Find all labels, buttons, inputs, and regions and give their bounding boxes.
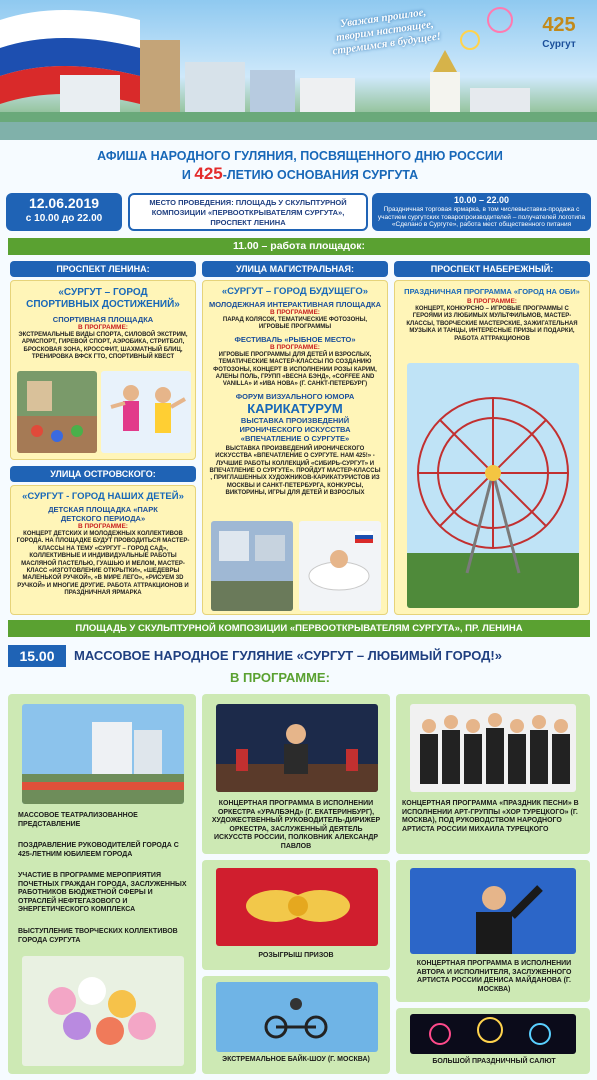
city-street-photo — [22, 704, 184, 804]
turetsky-caption: КОНЦЕРТНАЯ ПРОГРАММА «ПРАЗДНИК ПЕСНИ» В ИСПОЛНЕНИИ АРТ-ГРУППЫ «ХОР ТУРЕЦКОГО» (Г. МОСКВА), ПОД РУКОВОДСТВОМ НАРОДНОГО АРТИСТА РОССИИ МИХАИЛА ТУРЕЦКОГО — [402, 800, 579, 833]
bike-show-photo — [216, 982, 378, 1052]
logo-name: Сургут — [542, 39, 576, 50]
urals-caption: КОНЦЕРТНАЯ ПРОГРАММА В ИСПОЛНЕНИИ ОРКЕСТРА «УРАЛБЭНД» (Г. ЕКАТЕРИНБУРГ), ХУДОЖЕСТВЕННЫЙ РУКОВОДИТЕЛЬ-ДИРИЖЕР ОРКЕСТРА, ЗАСЛУЖЕННЫЙ ДЕЯТЕЛЬ ИСКУССТВ РОССИИ, ПОЛКОВНИК АЛЕКСАНДР ПАВЛОВ — [211, 800, 381, 850]
ostrov-title: «СУРГУТ - ГОРОД НАШИХ ДЕТЕЙ» — [22, 491, 184, 502]
lenin-header: ПРОСПЕКТ ЛЕНИНА: — [10, 261, 196, 277]
magistr-panel — [202, 280, 388, 615]
hero-banner — [0, 0, 597, 140]
fireworks-photo — [410, 1014, 576, 1054]
date-box — [6, 193, 122, 231]
mass-time: 15.00 — [8, 645, 66, 667]
magistr-subtitle-2: ФЕСТИВАЛЬ «РЫБНОЕ МЕСТО» — [234, 334, 356, 344]
lenin-subtitle: СПОРТИВНАЯ ПЛОЩАДКА — [52, 315, 154, 324]
title-line-1: АФИША НАРОДНОГО ГУЛЯНИЯ, ПОСВЯЩЕННОГО ДНЮ РОССИИ — [97, 149, 503, 163]
singer-photo — [410, 868, 576, 954]
prizes-caption: РОЗЫГРЫШ ПРИЗОВ — [258, 952, 334, 959]
maidanov-caption: КОНЦЕРТНАЯ ПРОГРАММА В ИСПОЛНЕНИИ АВТОРА И ИСПОЛНИТЕЛЯ, ЗАСЛУЖЕННОГО АРТИСТА РОССИИ ДЕНИСА МАЙДАНОВА (Г. МОСКВА) — [416, 960, 572, 993]
left-item-3: УЧАСТИЕ В ПРОГРАММЕ МЕРОПРИЯТИЯ ПОЧЕТНЫХ ГРАЖДАН ГОРОДА, ЗАСЛУЖЕННЫХ РАБОТНИКОВ БЮДЖЕТНОЙ СФЕРЫ И ОТРАСЛЕЙ НЕФТЕГАЗОВОГО И ЭНЕРГЕТИЧЕСКОГО КОМПЛЕКСА — [18, 872, 187, 914]
magistr-text-3: ВЫСТАВКА ПРОИЗВЕДЕНИЙ ИРОНИЧЕСКОГО ИСКУССТВА «ВПЕЧАТЛЕНИЕ О СУРГУТЕ. НАМ 425!» - ЛУЧШИЕ РАБОТЫ КОЛЛЕКЦИЙ «СИБИРЬ-СУРГУТ» И ВПЕЧАТЛЕНИЕ О СУРГУТЕ». ПРОЙДУТ МАСТЕР-КЛАССЫ , ПРИГЛАШЕННЫХ ХУДОЖНИКОВ-КАРИКАТУРИСТОВ ИЗ МОСКВЫ И САНКТ-ПЕТЕРБУРГА, КОНКУРСЫ, ВИКТОРИНЫ, ИГРЫ ДЛЯ ДЕТЕЙ И ВЗРОСЛЫХ — [209, 445, 381, 497]
ostrov-prog: В ПРОГРАММЕ: — [78, 523, 128, 530]
prizes-panel — [202, 860, 390, 970]
salute-caption: БОЛЬШОЙ ПРАЗДНИЧНЫЙ САЛЮТ — [432, 1058, 556, 1065]
naber-text: КОНЦЕРТ, КОНКУРСНО – ИГРОВЫЕ ПРОГРАММЫ С ГЕРОЯМИ ИЗ ЛЮБИМЫХ МУЛЬТФИЛЬМОВ, МАСТЕР-КЛАССЫ, ТВОРЧЕСКИЕ МАСТЕРСКИЕ, ЗАЖИГАТЕЛЬНАЯ МУЗЫКА И ТАНЦЫ, ИНТЕРЕСНЫЕ ПРИЗЫ И ПОДАРКИ, РАБОТА АТТРАКЦИОНОВ — [406, 306, 578, 342]
page-title — [30, 147, 570, 184]
turetsky-panel — [396, 694, 590, 854]
magistr-prog-2: В ПРОГРАММЕ: — [270, 343, 320, 351]
magistr-subtitle-1: МОЛОДЕЖНАЯ ИНТЕРАКТИВНАЯ ПЛОЩАДКА — [208, 300, 382, 309]
sites-bar: 11.00 – работа площадок: — [8, 238, 590, 255]
aerobics-photo — [101, 371, 191, 453]
salute-panel — [396, 1008, 590, 1074]
ostrov-subtitle: ДЕТСКАЯ ПЛОЩАДКА «ПАРК ДЕТСКОГО ПЕРИОДА» — [48, 505, 158, 523]
left-program-panel — [8, 694, 196, 1074]
title-line-2 — [30, 165, 570, 184]
anniversary-logo — [528, 14, 590, 94]
city-skyline-illustration — [0, 0, 597, 140]
magistr-header: УЛИЦА МАГИСТРАЛЬНАЯ: — [202, 261, 388, 277]
title-number: 425 — [194, 164, 223, 183]
event-time: с 10.00 до 22.00 — [25, 213, 103, 224]
orchestra-photo — [216, 704, 378, 792]
left-item-1: МАССОВОЕ ТЕАТРАЛИЗОВАННОЕ ПРЕДСТАВЛЕНИЕ — [18, 812, 138, 828]
naber-panel — [394, 280, 590, 615]
slogan: Уважая прошлое, творим настоящее, стремимся в будущее! — [331, 6, 442, 58]
program-label: В ПРОГРАММЕ: — [230, 670, 330, 685]
title-prefix: И — [181, 168, 195, 182]
ostrov-text: КОНЦЕРТ ДЕТСКИХ И МОЛОДЕЖНЫХ КОЛЛЕКТИВОВ ГОРОДА. НА ПЛОЩАДКЕ БУДУТ ПРОВОДИТЬСЯ МАСТЕР-КЛАССЫ НА ТЕМУ «СУРГУТ – ГОРОД САД», КОЛЛЕКТИВНЫЕ И ИНДИВИДУАЛЬНЫЕ РАБОТЫ МАСЛЯНОЙ ПАСТЕЛЬЮ, ГУАШЬЮ И МЕЛОМ, МАСТЕР-КЛАСС «ИЗГОТОВЛЕНИЕ ОТКРЫТКИ», «ШЕДЕВРЫ МАЛЕНЬКОЙ РУЧКОЙ», «В МИРЕ ЛЕГО», «РИСУЕМ 3D РУЧКОЙ» И МНОГИЕ ДРУГИЕ. РАБОТА АТТРАКЦИОНОВ И ПРАЗДНИЧНАЯ ЯРМАРКА — [16, 531, 190, 597]
left-item-2: ПОЗДРАВЛЕНИЕ РУКОВОДИТЕЛЕЙ ГОРОДА С 425-ЛЕТНИМ ЮБИЛЕЕМ ГОРОДА — [18, 842, 179, 858]
lenin-prog: В ПРОГРАММЕ: — [78, 324, 128, 331]
flowers-photo — [22, 956, 184, 1066]
mass-title: МАССОВОЕ НАРОДНОЕ ГУЛЯНИЕ «СУРГУТ – ЛЮБИМЫЙ ГОРОД!» — [74, 648, 502, 663]
event-date: 12.06.2019 — [28, 195, 100, 211]
naber-prog: В ПРОГРАММЕ: — [467, 298, 517, 305]
square-bar: ПЛОЩАДЬ У СКУЛЬПТУРНОЙ КОМПОЗИЦИИ «ПЕРВООТКРЫВАТЕЛЯМ СУРГУТА», ПР. ЛЕНИНА — [8, 620, 590, 637]
urals-panel — [202, 694, 390, 854]
lenin-panel — [10, 280, 196, 460]
gift-bow-photo — [216, 868, 378, 946]
fair-time: 10.00 – 22.00 — [453, 195, 510, 205]
kids-car-photo — [299, 521, 381, 611]
choir-photo — [410, 704, 576, 792]
ostrov-header: УЛИЦА ОСТРОВСКОГО: — [10, 466, 196, 482]
sports-photo-left — [17, 371, 97, 453]
lenin-title: «СУРГУТ – ГОРОД СПОРТИВНЫХ ДОСТИЖЕНИЙ» — [26, 287, 180, 310]
fair-box — [372, 193, 591, 231]
magistr-text-2: ИГРОВЫЕ ПРОГРАММЫ ДЛЯ ДЕТЕЙ И ВЗРОСЛЫХ, ТЕМАТИЧЕСКИЕ МАСТЕР-КЛАССЫ ПО СОЗДАНИЮ ФОТОЗОНЫ, КОНЦЕРТ В ИСПОЛНЕНИИ РОЗЫ КАРИМ, АЛЕНЫ ПОЛЬ, ГРУПП «ВЕСНА БЭНД», «COFFEE AND VANILLA» И «ИВА НОВА» (Г. САНКТ-ПЕТЕРБУРГ) — [213, 351, 377, 388]
magistr-title: «СУРГУТ – ГОРОД БУДУЩЕГО» — [221, 286, 369, 297]
left-item-4: ВЫСТУПЛЕНИЕ ТВОРЧЕСКИХ КОЛЛЕКТИВОВ ГОРОДА СУРГУТА — [18, 928, 178, 944]
place-box: МЕСТО ПРОВЕДЕНИЯ: ПЛОЩАДЬ У СКУЛЬПТУРНОЙ КОМПОЗИЦИИ «ПЕРВООТКРЫВАТЕЛЯМ СУРГУТА», ПРОСПЕКТ ЛЕНИНА — [128, 193, 368, 231]
magistr-text-1: ПАРАД КОЛЯСОК, ТЕМАТИЧЕСКИЕ ФОТОЗОНЫ, ИГРОВЫЕ ПРОГРАММЫ — [222, 317, 368, 331]
naber-title: ПРАЗДНИЧНАЯ ПРОГРАММА «ГОРОД НА ОБИ» — [404, 287, 580, 296]
festival-photo — [211, 521, 293, 611]
maidanov-panel — [396, 860, 590, 1002]
magistr-subtitle-3: ФОРУМ ВИЗУАЛЬНОГО ЮМОРА — [235, 391, 355, 401]
naber-header: ПРОСПЕКТ НАБЕРЕЖНЫЙ: — [394, 261, 590, 277]
fair-text: Праздничная торговая ярмарка, в том числевыставка-продажа с участием сургутских товаропроизводителей – получателей логотипа «Сделано в Сургуте», работа мест общественного питания — [377, 206, 586, 228]
caricaturum-title: КАРИКАТУРУМ — [247, 400, 343, 416]
magistr-subtitle-4: ВЫСТАВКА ПРОИЗВЕДЕНИЙ ИРОНИЧЕСКОГО ИСКУССТВА «ВПЕЧАТЛЕНИЕ О СУРГУТЕ» — [239, 415, 351, 443]
magistr-prog-1: В ПРОГРАММЕ: — [270, 309, 320, 316]
logo-number: 425 — [542, 14, 576, 36]
title-suffix: -ЛЕТИЮ ОСНОВАНИЯ СУРГУТА — [222, 168, 419, 182]
ostrov-panel — [10, 485, 196, 615]
lenin-text: ЭКСТРЕМАЛЬНЫЕ ВИДЫ СПОРТА, СИЛОВОЙ ЭКСТРИМ, АРМСПОРТ, ГИРЕВОЙ СПОРТ, АЭРОБИКА, СТРИТБОЛ, БРОСКОВАЯ ЗОНА, КРОССФИТ, ШАХМАТНЫЙ БЛИЦ, ТРЕНИРОВКА ВФСК ГТО, СПОРТИВНЫЙ КВЕСТ — [18, 332, 188, 361]
bike-caption: ЭКСТРЕМАЛЬНОЕ БАЙК-ШОУ (Г. МОСКВА) — [222, 1056, 370, 1063]
ferris-wheel-photo — [407, 363, 579, 608]
bike-panel — [202, 976, 390, 1074]
